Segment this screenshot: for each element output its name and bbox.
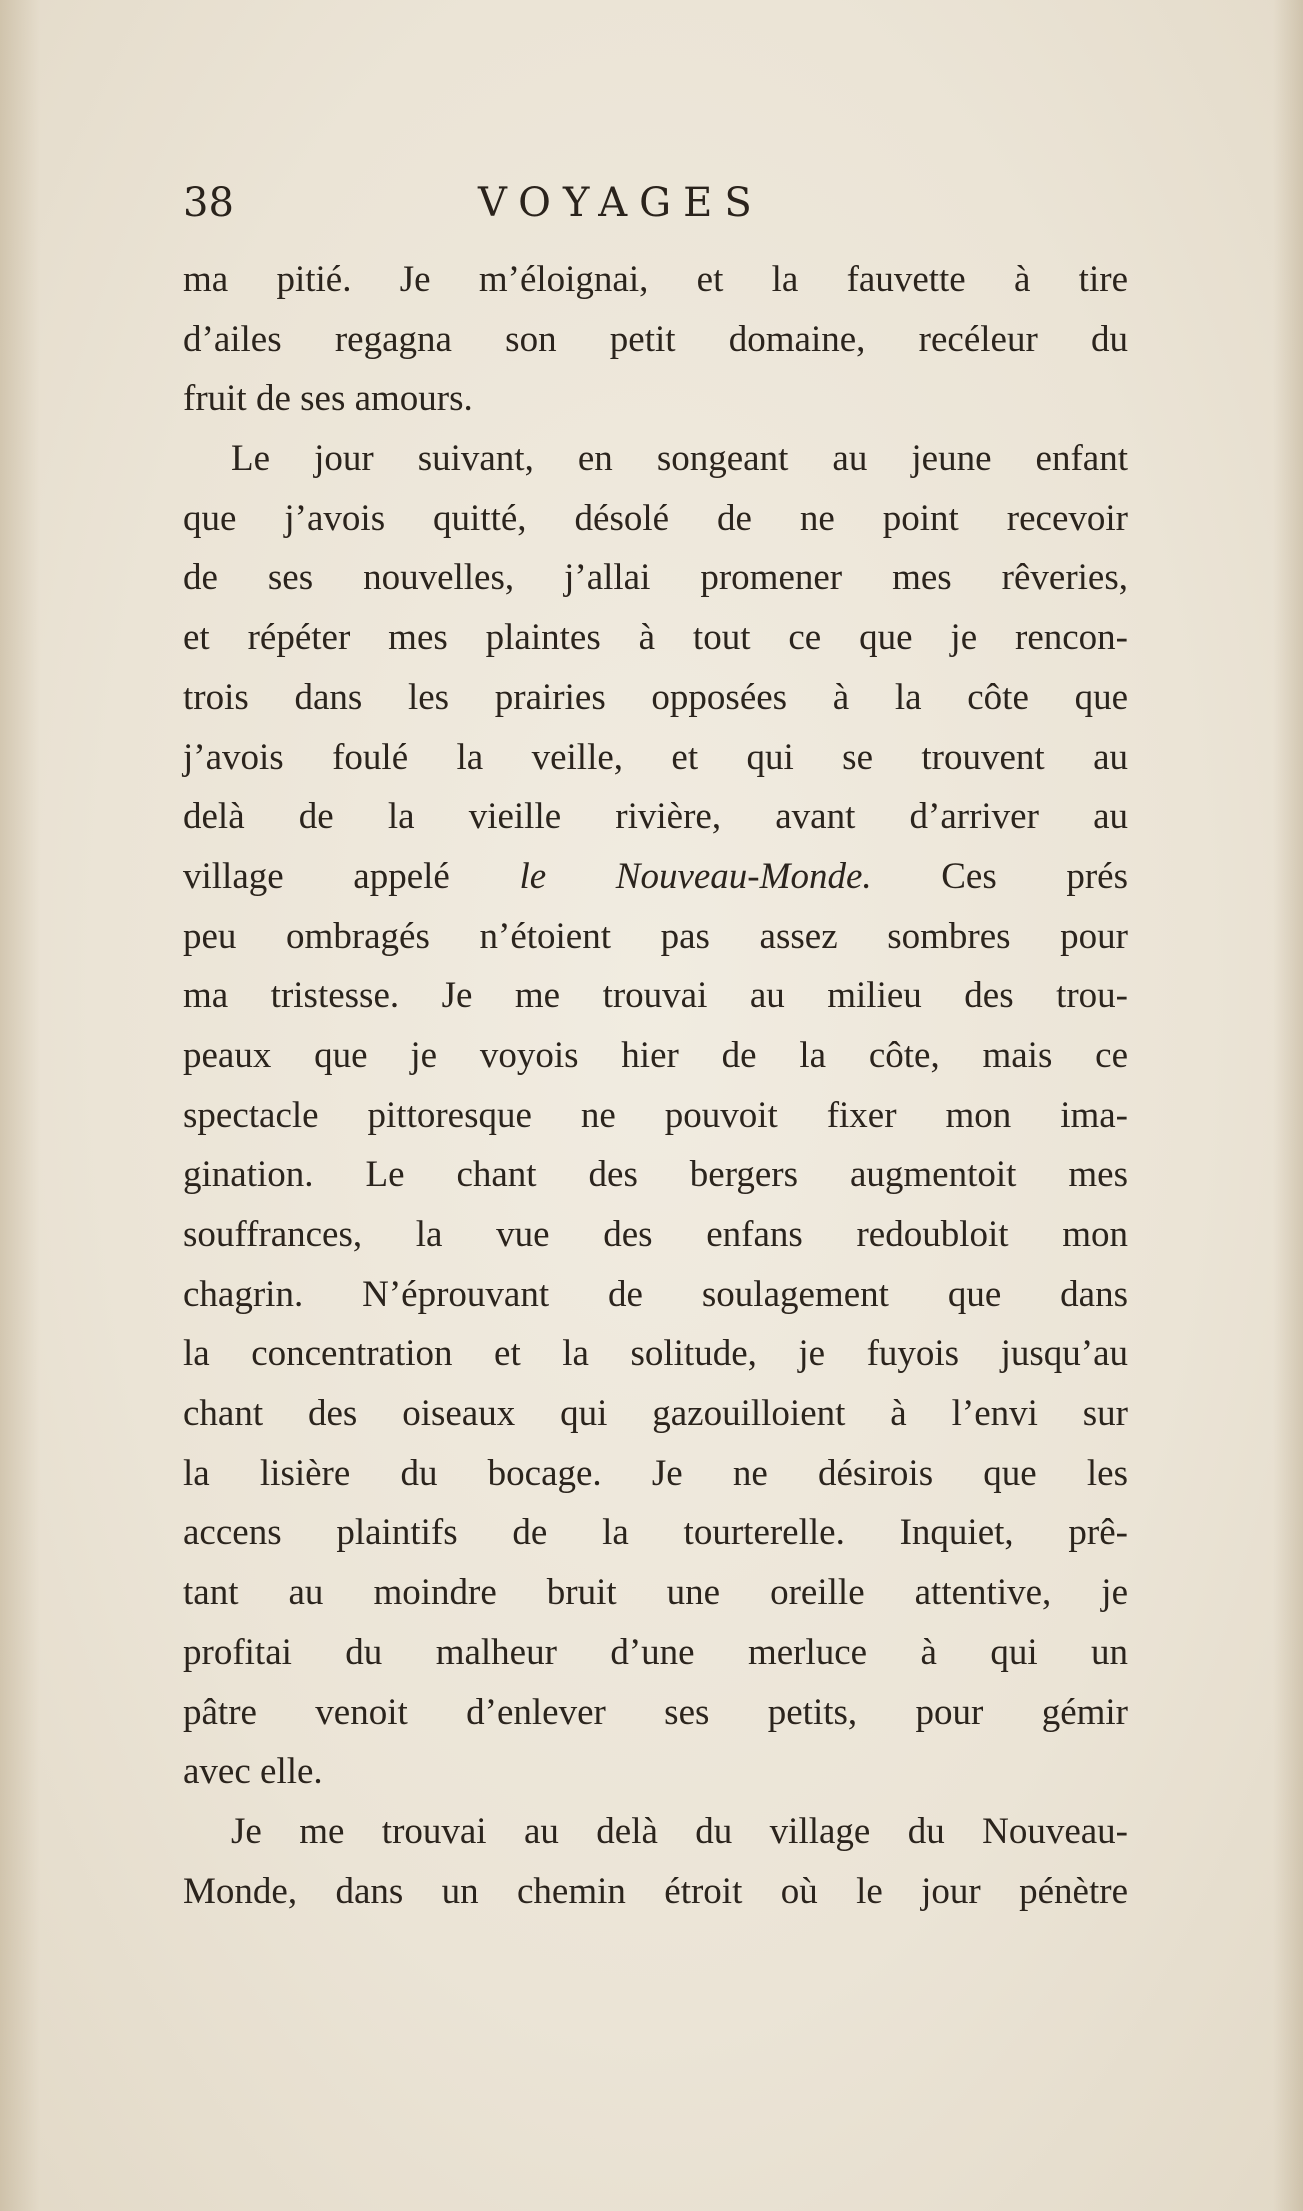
text-line: avec elle. — [183, 1751, 323, 1793]
text-line: et répéter mes plaintes à tout ce que je rencon- — [183, 617, 1128, 659]
text-line: chagrin. N’éprouvant de soulagement que dans — [183, 1273, 1128, 1315]
text-line: chant des oiseaux qui gazouilloient à l’envi sur — [183, 1393, 1128, 1435]
text-line: trois dans les prairies opposées à la côte que — [183, 676, 1128, 718]
text-line: j’avois foulé la veille, et qui se trouvent au — [183, 736, 1128, 778]
running-head: VOYAGES — [478, 180, 764, 226]
text-line: fruit de ses amours. — [183, 378, 473, 420]
page-number: 38 — [183, 180, 234, 226]
text-line: spectacle pittoresque ne pouvoit fixer mon ima- — [183, 1094, 1128, 1136]
text-line: la lisière du bocage. Je ne désirois que les — [183, 1452, 1128, 1494]
text-line: souffrances, la vue des enfans redoubloit mon — [183, 1214, 1128, 1255]
text-line: que j’avois quitté, désolé de ne point recevoir — [183, 497, 1128, 539]
text-line: pâtre venoit d’enlever ses petits, pour gémir — [183, 1691, 1128, 1733]
text-line: Je me trouvai au delà du village du Nouveau- — [231, 1810, 1128, 1852]
text-line: d’ailes regagna son petit domaine, recéleur du — [183, 318, 1128, 360]
text-line: peaux que je voyois hier de la côte, mais ce — [183, 1034, 1128, 1076]
text-line: gination. Le chant des bergers augmentoit mes — [183, 1154, 1128, 1196]
text-line: tant au moindre bruit une oreille attentive, je — [183, 1572, 1128, 1614]
text-line: Monde, dans un chemin étroit où le jour pénètre — [183, 1870, 1128, 1912]
text-line: de ses nouvelles, j’allai promener mes rêveries, — [183, 557, 1128, 599]
body-text — [183, 250, 1128, 1921]
text-line: ma tristesse. Je me trouvai au milieu des trou- — [183, 975, 1128, 1017]
italic-place-name: le Nouveau-Monde. — [519, 855, 872, 897]
page-header — [183, 178, 1123, 228]
text-segment: village appelé — [183, 855, 450, 897]
text-line: ma pitié. Je m’éloignai, et la fauvette à tire — [183, 259, 1128, 300]
page-edge-shadow-right — [1273, 0, 1303, 2211]
text-line: la concentration et la solitude, je fuyois jusqu’au — [183, 1333, 1128, 1375]
text-line-with-title — [183, 847, 1128, 907]
text-line: peu ombragés n’étoient pas assez sombres pour — [183, 915, 1128, 957]
text-segment: Ces prés — [941, 855, 1129, 897]
text-line: delà de la vieille rivière, avant d’arriver au — [183, 796, 1128, 838]
text-line: Le jour suivant, en songeant au jeune enfant — [231, 438, 1128, 480]
page-edge-shadow-left — [0, 0, 40, 2211]
text-line: profitai du malheur d’une merluce à qui un — [183, 1631, 1128, 1673]
text-line: accens plaintifs de la tourterelle. Inquiet, prê- — [183, 1512, 1128, 1554]
